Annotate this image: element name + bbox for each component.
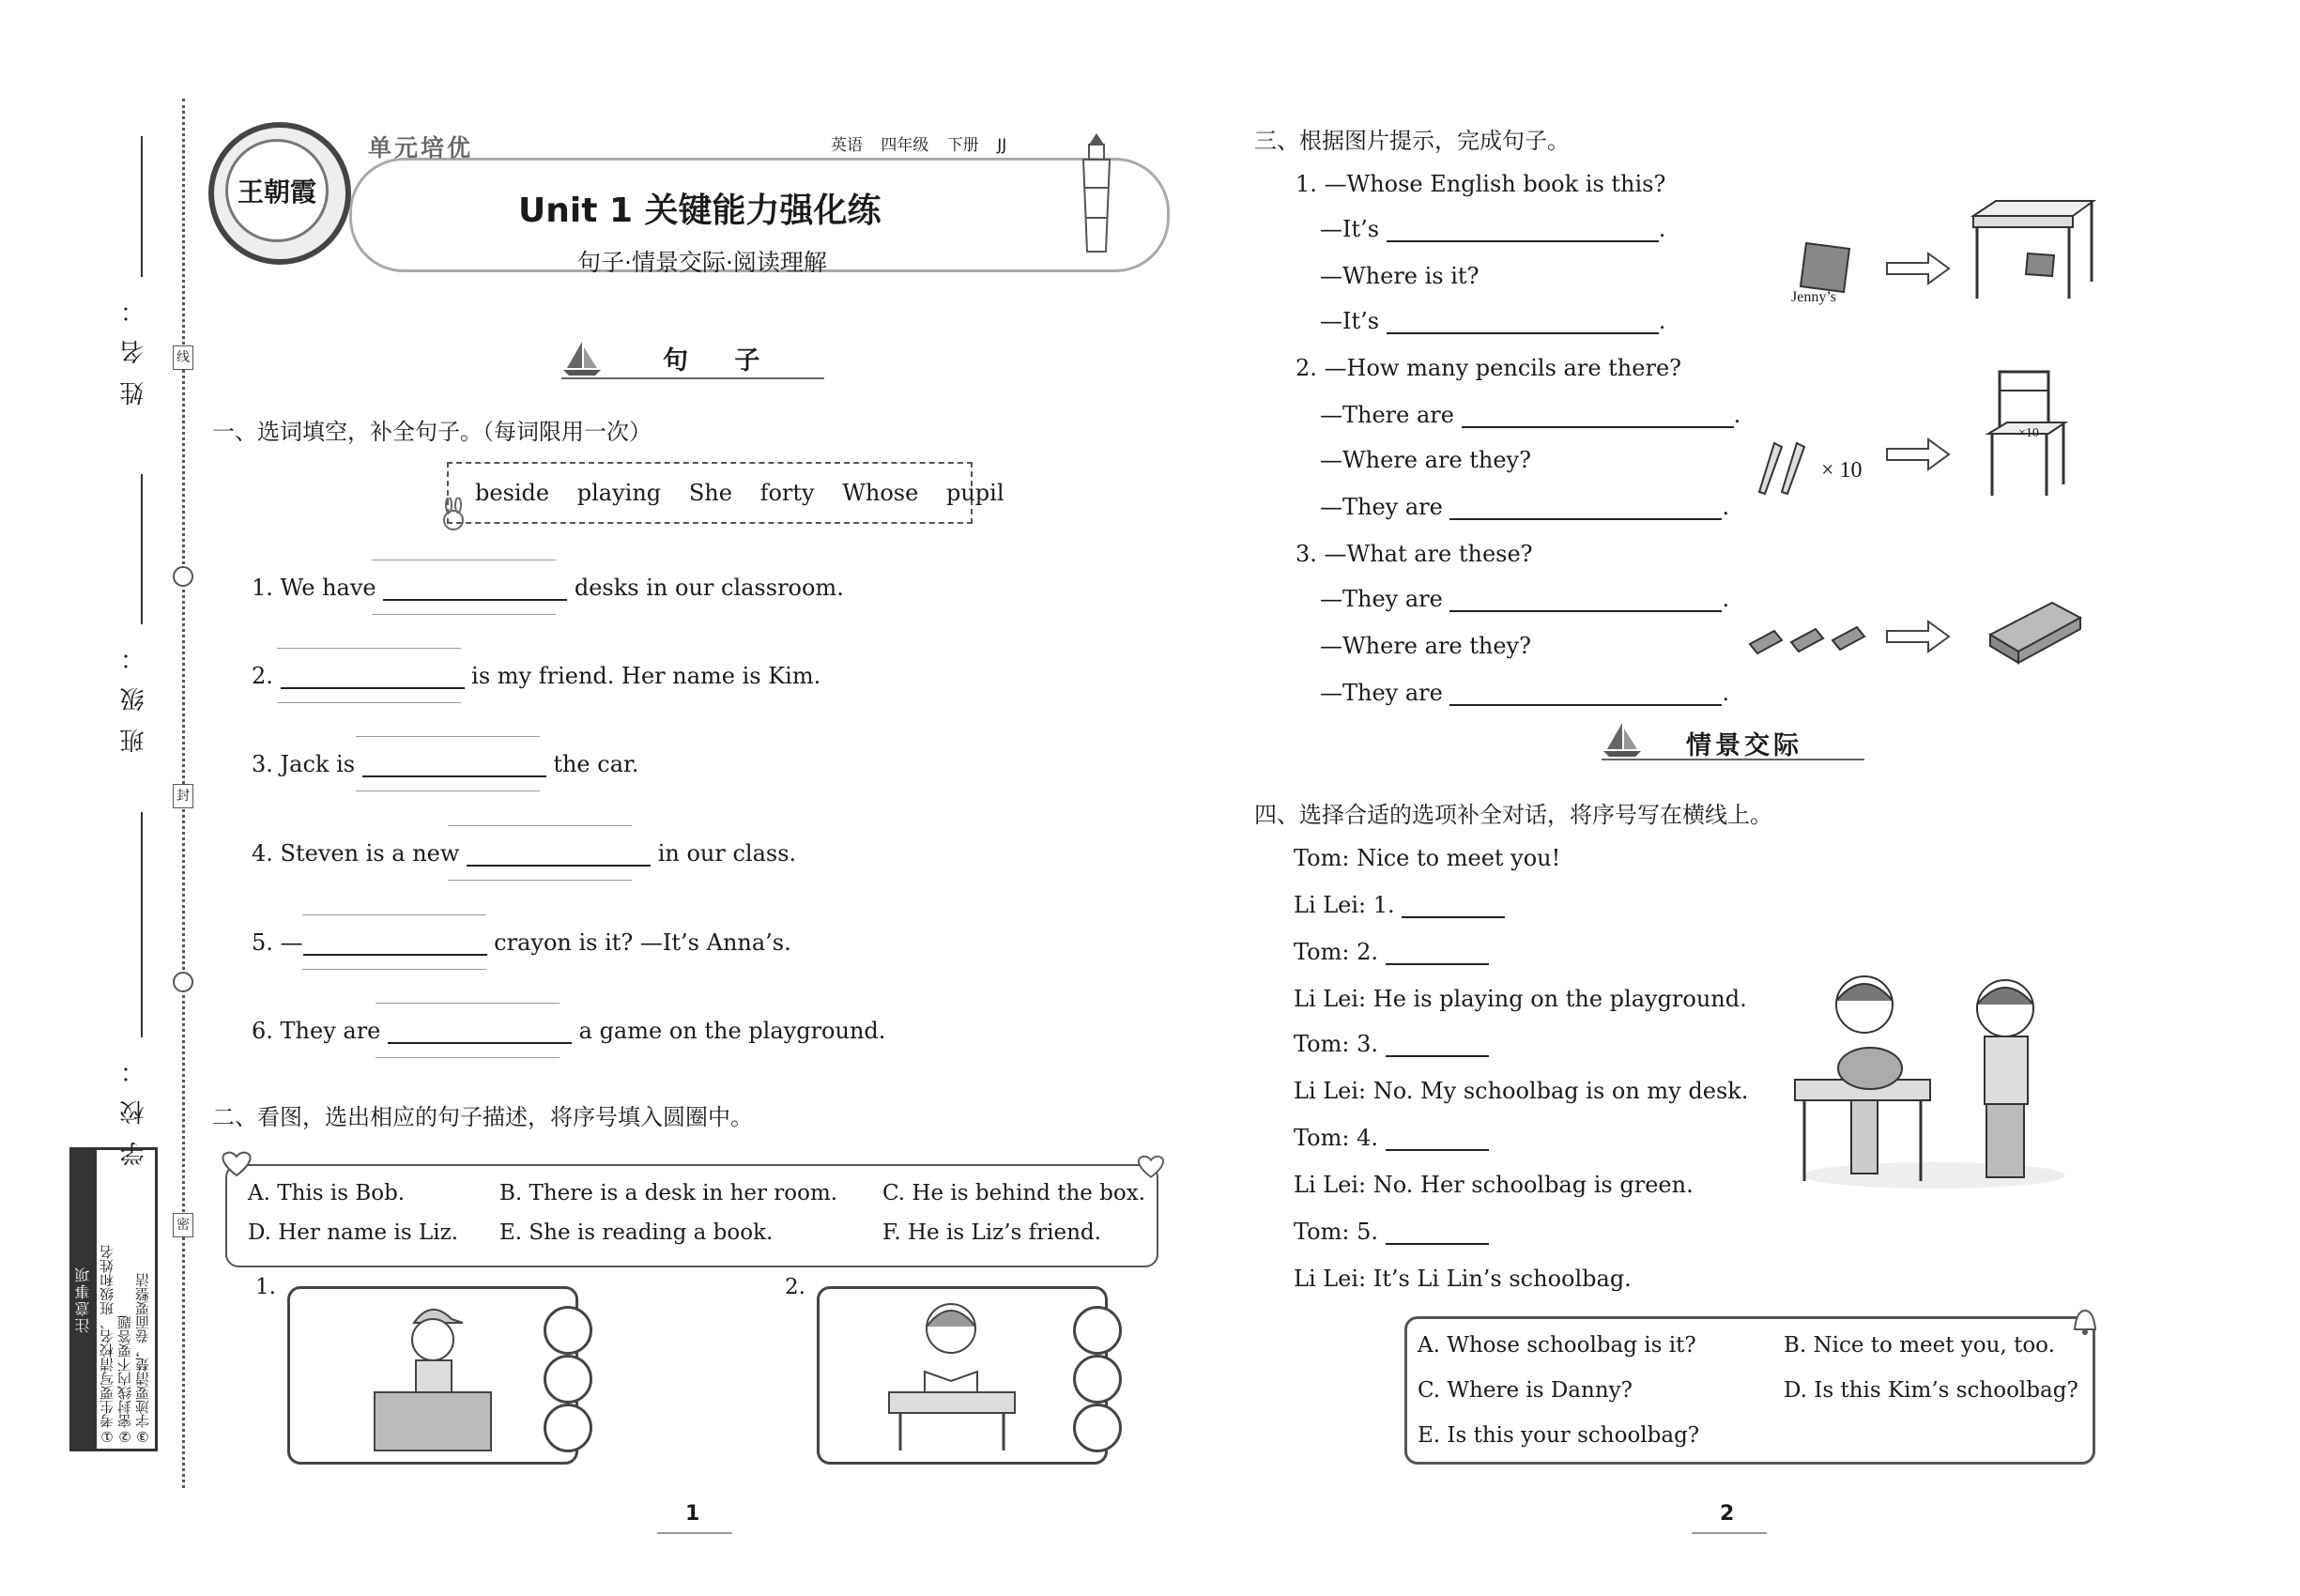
q1-item-post: in our class.: [651, 840, 797, 867]
answer-blank[interactable]: [281, 665, 465, 689]
q3-line-text: —It’s: [1320, 308, 1380, 334]
word-bank-item: She: [688, 480, 732, 506]
school-blank: [141, 812, 143, 1037]
dialog-line: Li Lei: No. Her schoolbag is green.: [1294, 1172, 1694, 1198]
answer-blank[interactable]: [1386, 941, 1489, 965]
section-heading-dialog: 情景交际: [1686, 731, 1802, 760]
book-icon: [1793, 239, 1859, 296]
dialog-line: Tom: Nice to meet you!: [1294, 845, 1561, 871]
answer-circle[interactable]: [544, 1355, 592, 1404]
q1-item: [252, 751, 638, 777]
q2-instruction: 二、看图，选出相应的句子描述，将序号填入圆圈中。: [212, 1104, 753, 1130]
dialog-line-text: Li Lei: 1.: [1294, 892, 1395, 918]
rabbit-icon: [439, 498, 468, 531]
q1-item-post: the car.: [545, 751, 639, 777]
class-label: 班级：: [120, 629, 148, 753]
guide-line: [372, 614, 556, 615]
bell-icon: [2069, 1305, 2101, 1337]
dialog-line: [1294, 892, 1505, 918]
word-bank-item: forty: [759, 480, 815, 506]
notes-body: [97, 1150, 155, 1449]
dialog-line: [1294, 1125, 1489, 1151]
arrow-right-icon: [1885, 252, 1951, 285]
q1-item: [252, 840, 796, 867]
answer-circle[interactable]: [1073, 1355, 1122, 1404]
q3-line: —It’s .: [1320, 308, 1666, 334]
page-number: 2: [1720, 1502, 1735, 1526]
guide-line: [277, 648, 461, 649]
q2-picture-1: [287, 1286, 578, 1465]
guide-line: [277, 702, 461, 703]
word-bank-item: playing: [576, 480, 662, 506]
name-blank: [141, 136, 143, 277]
guide-line: [448, 825, 632, 826]
q1-item-pre: 6. They are: [252, 1018, 388, 1044]
answer-blank[interactable]: [1386, 1220, 1489, 1245]
answer-blank[interactable]: [362, 753, 546, 777]
q3-line: 2. —How many pencils are there?: [1296, 355, 1682, 381]
q1-item: [252, 929, 791, 956]
page-number-decor: [657, 1532, 732, 1534]
q1-item-post: crayon is it? —It’s Anna’s.: [486, 929, 791, 956]
crayons-icon: [1746, 616, 1872, 655]
guide-line: [302, 914, 486, 915]
q1-item-post: desks in our classroom.: [567, 575, 844, 601]
q3-line-text: —There are: [1320, 402, 1454, 428]
word-bank-item: pupil: [945, 480, 1004, 506]
q1-item: [252, 575, 844, 601]
answer-blank[interactable]: [1449, 588, 1722, 612]
name-label: 姓名：: [120, 282, 148, 406]
answer-blank[interactable]: [388, 1020, 572, 1044]
q2-picture-2: [817, 1286, 1108, 1465]
q3-line: —They are .: [1320, 586, 1730, 612]
answer-blank[interactable]: [303, 931, 487, 956]
q1-item-post: a game on the playground.: [572, 1018, 886, 1044]
answer-blank[interactable]: [467, 842, 651, 867]
pencil-count: × 10: [1821, 458, 1863, 483]
chair-label: ×10: [2018, 426, 2039, 440]
q3-line: 3. —What are these?: [1296, 541, 1533, 567]
q4-option: C. Where is Danny?: [1418, 1378, 1633, 1403]
q2-pic-label: 2.: [785, 1275, 805, 1299]
q1-item-pre: 1. We have: [252, 575, 384, 601]
q2-pic-label: 1.: [255, 1275, 276, 1299]
q3-line: —There are .: [1320, 402, 1741, 428]
q3-caption: Jenny’s: [1791, 289, 1836, 305]
q3-line: —They are .: [1320, 680, 1730, 706]
q3-line: —They are .: [1320, 494, 1730, 520]
q2-option: D. Her name is Liz.: [248, 1220, 459, 1245]
pencils-icon: [1756, 439, 1808, 498]
binding-hole-icon: [173, 972, 193, 992]
dialog-line-text: Tom: 4.: [1294, 1125, 1378, 1151]
guide-line: [356, 736, 540, 737]
q2-option: A. This is Bob.: [248, 1181, 406, 1205]
heart-icon: [1134, 1153, 1168, 1179]
answer-circle[interactable]: [544, 1404, 592, 1452]
guide-line: [376, 1003, 560, 1004]
q3-line-text: —It’s: [1320, 216, 1380, 242]
answer-circle[interactable]: [544, 1306, 592, 1355]
dialog-line: [1294, 939, 1489, 965]
q2-option: C. He is behind the box.: [882, 1181, 1146, 1205]
guide-line: [302, 969, 486, 970]
section-underline: [1602, 759, 1864, 760]
seal-line: 线: [173, 345, 193, 370]
q1-item: [252, 1018, 885, 1044]
arrow-right-icon: [1885, 620, 1951, 653]
answer-blank[interactable]: [383, 576, 567, 601]
q2-option: F. He is Liz’s friend.: [882, 1220, 1101, 1245]
lighthouse-icon: [1078, 131, 1115, 253]
sailboat-icon: [561, 340, 603, 377]
sailboat-icon: [1602, 721, 1643, 759]
word-bank: [447, 462, 1004, 524]
seal-close: 密: [173, 1213, 193, 1237]
note-item: ②密封线内不要答题: [116, 1315, 133, 1445]
guide-line: [356, 790, 540, 791]
guide-line: [448, 880, 632, 881]
school-label: 学校：: [120, 1042, 148, 1166]
q3-line-text: —They are: [1320, 586, 1443, 612]
dialog-line: Li Lei: It’s Li Lin’s schoolbag.: [1294, 1266, 1632, 1292]
word-bank-item: beside: [475, 480, 550, 506]
binding-hole-icon: [173, 566, 193, 587]
q2-options-box: [225, 1164, 1158, 1267]
pencil-box-illustration: [1986, 597, 2084, 667]
word-bank-item: Whose: [842, 480, 919, 506]
q3-line: —Where is it?: [1320, 263, 1480, 289]
q1-item-post: is my friend. Her name is Kim.: [464, 663, 821, 689]
girl-reading-illustration: [882, 1295, 1022, 1454]
page-number-decor: [1692, 1532, 1767, 1534]
logo-text: 王朝霞: [225, 139, 329, 242]
answer-blank[interactable]: [1387, 310, 1659, 334]
answer-blank[interactable]: [1402, 894, 1505, 918]
class-blank: [141, 474, 143, 624]
desk-with-book-illustration: [1968, 197, 2099, 300]
q1-item-pre: 3. Jack is: [252, 751, 362, 777]
dialog-line: Li Lei: He is playing on the playground.: [1294, 986, 1747, 1012]
section-underline: [561, 377, 824, 379]
book-meta: 英语 四年级 下册 JJ: [831, 136, 1007, 155]
q3-line: 1. —Whose English book is this?: [1296, 171, 1666, 197]
page-number: 1: [685, 1502, 700, 1526]
answer-blank[interactable]: [1387, 218, 1659, 242]
q1-item-pre: 5. —: [252, 929, 303, 956]
note-item: ①考生要写清校名、班级和姓名: [99, 1245, 115, 1445]
answer-blank[interactable]: [1449, 682, 1722, 706]
notes-tag: 注意事项: [72, 1150, 97, 1449]
q4-option: A. Whose schoolbag is it?: [1418, 1333, 1696, 1358]
answer-blank[interactable]: [1449, 496, 1722, 520]
publisher-logo: [208, 122, 351, 265]
q1-instruction: 一、选词填空，补全句子。（每词限用一次）: [212, 419, 652, 445]
arrow-right-icon: [1885, 437, 1951, 471]
heart-icon: [218, 1149, 255, 1177]
q1-item: [252, 663, 820, 689]
page-subtitle: 句子·情景交际·阅读理解: [577, 249, 827, 276]
dialog-line-text: Tom: 3.: [1294, 1031, 1378, 1057]
series-tag: 单元培优: [368, 134, 474, 161]
dialog-line-text: Tom: 5.: [1294, 1219, 1378, 1245]
answer-blank[interactable]: [1462, 404, 1734, 428]
note-item: ③字迹要清楚，卷面要整洁: [134, 1273, 151, 1445]
answer-blank[interactable]: [1386, 1127, 1489, 1151]
seal-seal: 封: [173, 784, 193, 808]
dialog-line: Li Lei: No. My schoolbag is on my desk.: [1294, 1078, 1749, 1104]
q1-item-pre: 2.: [252, 663, 281, 689]
q4-option: B. Nice to meet you, too.: [1784, 1333, 2055, 1358]
section-heading-sentences: 句 子: [663, 346, 779, 376]
answer-circle[interactable]: [1073, 1306, 1122, 1355]
q3-line-text: —They are: [1320, 680, 1443, 706]
boy-behind-box-illustration: [365, 1295, 497, 1454]
q3-line: —Where are they?: [1320, 447, 1531, 473]
guide-line: [376, 1057, 560, 1058]
q4-option: E. Is this your schoolbag?: [1418, 1423, 1700, 1448]
notes-box: [69, 1147, 158, 1451]
q2-option: B. There is a desk in her room.: [499, 1181, 838, 1205]
two-boys-schoolbag-illustration: [1793, 967, 2065, 1192]
answer-circle[interactable]: [1073, 1404, 1122, 1452]
dialog-line: [1294, 1031, 1489, 1057]
dialog-line-text: Tom: 2.: [1294, 939, 1378, 965]
page-title: Unit 1 关键能力强化练: [518, 192, 882, 230]
q4-option: D. Is this Kim’s schoolbag?: [1784, 1378, 2078, 1403]
q3-line: —Where are they?: [1320, 633, 1531, 659]
q3-line-text: —They are: [1320, 494, 1443, 520]
dialog-line: [1294, 1219, 1489, 1245]
q4-instruction: 四、选择合适的选项补全对话，将序号写在横线上。: [1254, 802, 1772, 828]
q1-item-pre: 4. Steven is a new: [252, 840, 468, 867]
q3-instruction: 三、根据图片提示，完成句子。: [1254, 128, 1570, 154]
q3-line: —It’s .: [1320, 216, 1666, 242]
answer-blank[interactable]: [1386, 1033, 1489, 1057]
q2-option: E. She is reading a book.: [499, 1220, 774, 1245]
